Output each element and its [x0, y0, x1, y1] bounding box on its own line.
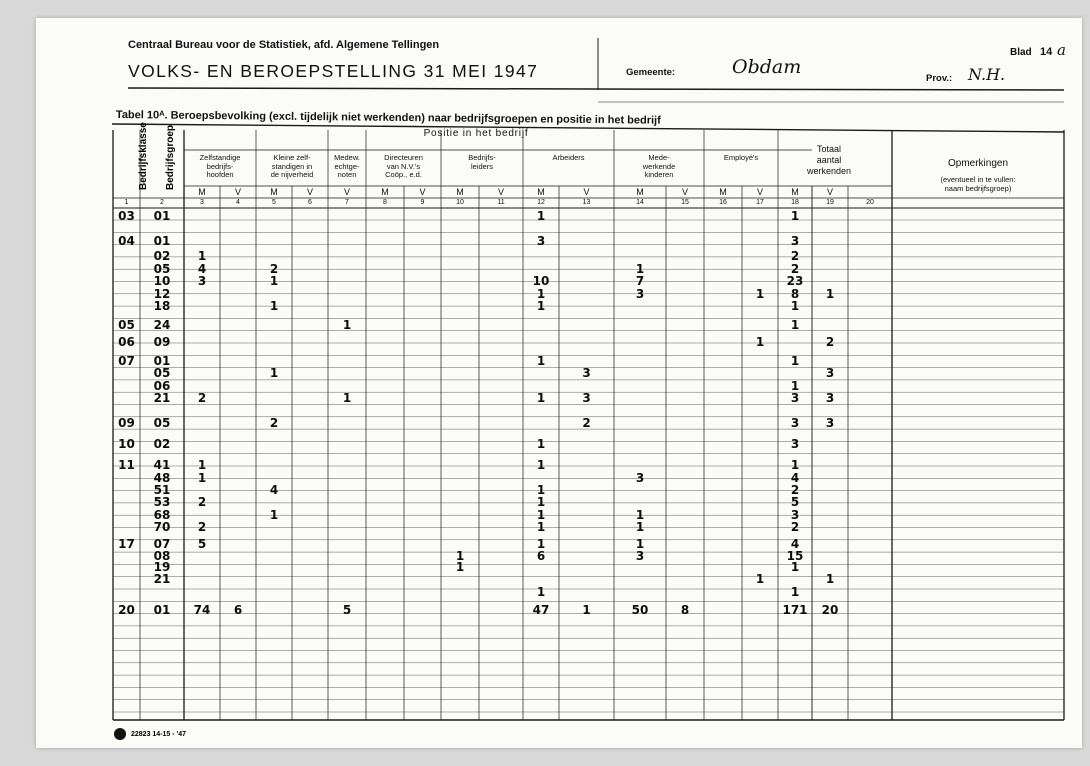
- table-grid: [36, 18, 1082, 748]
- bedrijfsgroep-cell: 19: [153, 560, 171, 574]
- bedrijfsgroep-cell: 70: [153, 520, 171, 534]
- column-number: 3: [200, 199, 204, 206]
- count-cell: 3: [197, 274, 207, 288]
- position-group-header: Zelfstandige bedrijfs- hoofden: [199, 153, 241, 179]
- count-cell: 2: [825, 335, 835, 349]
- bedrijfsgroep-cell: 07: [153, 537, 171, 551]
- count-cell: 1: [635, 262, 645, 276]
- bedrijfsgroep-cell: 02: [153, 249, 171, 263]
- column-number: 18: [791, 199, 799, 206]
- bedrijfsgroep-cell: 08: [153, 549, 171, 563]
- mv-header: V: [756, 187, 763, 197]
- count-cell: 1: [790, 299, 800, 313]
- positie-header: Positie in het bedrijf: [423, 128, 529, 139]
- count-cell: 3: [582, 391, 591, 405]
- count-cell: 1: [536, 495, 546, 509]
- bedrijfsgroep-cell: 24: [153, 318, 171, 332]
- count-cell: 1: [536, 354, 546, 368]
- mv-header: M: [636, 187, 644, 197]
- count-cell: 2: [790, 249, 800, 263]
- count-cell: 15: [786, 549, 804, 563]
- print-code: 22823 14-15 - '47: [131, 731, 186, 738]
- column-number: 17: [756, 199, 764, 206]
- count-cell: 1: [269, 274, 279, 288]
- count-cell: 2: [197, 520, 207, 534]
- position-group-header: Employé's: [723, 153, 759, 162]
- count-cell: 1: [635, 508, 645, 522]
- count-cell: 1: [536, 458, 546, 472]
- count-cell: 2: [790, 262, 800, 276]
- count-cell: 3: [790, 416, 800, 430]
- count-cell: 1: [790, 585, 800, 599]
- column-number: 1: [124, 199, 129, 206]
- count-cell: 4: [269, 483, 279, 497]
- column-number: 2: [160, 199, 164, 206]
- count-cell: 6: [233, 603, 243, 617]
- count-cell: 2: [197, 495, 207, 509]
- count-cell: 4: [197, 262, 207, 276]
- count-cell: 1: [269, 299, 279, 313]
- count-cell: 1: [790, 458, 800, 472]
- mv-header: V: [419, 187, 426, 197]
- mv-header: M: [719, 187, 727, 197]
- mv-header: M: [456, 187, 464, 197]
- position-group-header: Medew. echtge- noten: [334, 153, 360, 179]
- count-cell: 3: [536, 234, 546, 248]
- count-cell: 1: [536, 537, 546, 551]
- position-group-header: Arbeiders: [552, 153, 585, 162]
- count-cell: 1: [342, 318, 352, 332]
- count-cell: 1: [755, 287, 765, 301]
- count-cell: 1: [269, 508, 279, 522]
- count-cell: 2: [582, 416, 591, 430]
- count-cell: 4: [790, 471, 800, 485]
- bedrijfsklasse-cell: 04: [118, 234, 135, 248]
- count-cell: 3: [790, 391, 800, 405]
- count-cell: 1: [197, 471, 207, 485]
- count-cell: 171: [782, 603, 808, 617]
- prov-value[interactable]: N.H.: [968, 65, 1006, 84]
- bedrijfsgroep-cell: 51: [153, 483, 171, 497]
- column-number: 6: [308, 199, 312, 206]
- count-cell: 1: [197, 249, 207, 263]
- position-group-header: Directeuren van N.V.'s Coöp., e.d.: [384, 153, 423, 179]
- mv-header: V: [681, 187, 688, 197]
- column-number: 10: [456, 199, 464, 206]
- mv-header: V: [826, 187, 833, 197]
- count-cell: 1: [536, 391, 546, 405]
- bedrijfsgroep-cell: 12: [153, 287, 171, 301]
- bedrijfsgroep-cell: 18: [153, 299, 171, 313]
- bedrijfsgroep-cell: 02: [153, 437, 171, 451]
- count-cell: 3: [635, 471, 645, 485]
- count-cell: 3: [825, 416, 835, 430]
- totaal-header: Totaal aantal werkenden: [806, 144, 852, 176]
- count-cell: 2: [269, 262, 279, 276]
- census-form: [36, 18, 1082, 748]
- count-cell: 10: [532, 274, 550, 288]
- count-cell: 4: [790, 537, 800, 551]
- count-cell: 1: [790, 209, 800, 223]
- count-cell: 3: [635, 287, 645, 301]
- bedrijfsklasse-cell: 11: [118, 458, 135, 472]
- column-number: 4: [236, 199, 240, 206]
- count-cell: 1: [582, 603, 591, 617]
- bedrijfsgroep-cell: 01: [153, 603, 171, 617]
- count-cell: 1: [755, 572, 765, 586]
- bedrijfsgroep-cell: 68: [153, 508, 171, 522]
- bedrijfsgroep-cell: 10: [153, 274, 171, 288]
- count-cell: 3: [790, 437, 800, 451]
- bedrijfsgroep-header: Bedrijfsgroep: [165, 124, 176, 190]
- count-cell: 1: [825, 572, 835, 586]
- count-cell: 1: [197, 458, 207, 472]
- count-cell: 6: [536, 549, 546, 563]
- bedrijfsklasse-cell: 03: [118, 209, 135, 223]
- count-cell: 3: [790, 508, 800, 522]
- mv-header: V: [234, 187, 241, 197]
- prov-label: Prov.:: [926, 73, 953, 84]
- count-cell: 50: [631, 603, 649, 617]
- count-cell: 1: [635, 520, 645, 534]
- count-cell: 1: [536, 520, 546, 534]
- opmerkingen-subheader: (eventueel in te vullen: naam bedrijfsgroep): [940, 175, 1016, 193]
- count-cell: 8: [790, 287, 800, 301]
- bedrijfsgroep-cell: 21: [153, 391, 171, 405]
- count-cell: 1: [536, 209, 546, 223]
- count-cell: 1: [536, 299, 546, 313]
- count-cell: 3: [582, 366, 591, 380]
- count-cell: 47: [532, 603, 550, 617]
- count-cell: 7: [635, 274, 645, 288]
- bedrijfsklasse-cell: 20: [118, 603, 135, 617]
- mv-header: M: [270, 187, 278, 197]
- cbs-logo-icon: [114, 728, 126, 740]
- count-cell: 74: [193, 603, 211, 617]
- count-cell: 1: [635, 537, 645, 551]
- count-cell: 1: [536, 437, 546, 451]
- count-cell: 3: [825, 391, 835, 405]
- position-group-header: Kleine zelf- standigen in de nijverheid: [270, 153, 314, 179]
- count-cell: 5: [197, 537, 207, 551]
- count-cell: 1: [536, 483, 546, 497]
- count-cell: 1: [790, 354, 800, 368]
- count-cell: 3: [790, 234, 800, 248]
- count-cell: 23: [786, 274, 804, 288]
- bedrijfsgroep-cell: 05: [153, 262, 171, 276]
- count-cell: 2: [197, 391, 207, 405]
- mv-header: M: [791, 187, 799, 197]
- bedrijfsgroep-cell: 01: [153, 209, 171, 223]
- column-number: 13: [582, 199, 591, 206]
- bedrijfsgroep-cell: 06: [153, 379, 171, 393]
- bedrijfsgroep-cell: 01: [153, 234, 171, 248]
- count-cell: 1: [455, 549, 465, 563]
- column-number: 5: [272, 199, 276, 206]
- count-cell: 3: [825, 366, 835, 380]
- count-cell: 2: [269, 416, 279, 430]
- bedrijfsklasse-cell: 05: [118, 318, 135, 332]
- count-cell: 1: [269, 366, 279, 380]
- column-number: 14: [636, 199, 644, 206]
- count-cell: 5: [342, 603, 352, 617]
- blad-suffix: a: [1057, 41, 1066, 59]
- mv-header: M: [537, 187, 545, 197]
- table-title: Tabel 10ᴬ. Beroepsbevolking (excl. tijdelijk niet werkenden) naar bedrijfsgroepen en positie in het bedrijf: [115, 109, 661, 127]
- column-number: 8: [383, 199, 387, 206]
- count-cell: 2: [790, 520, 800, 534]
- count-cell: 1: [455, 560, 465, 574]
- bedrijfsgroep-cell: 48: [153, 471, 171, 485]
- gemeente-label: Gemeente:: [626, 67, 676, 78]
- form-title: VOLKS- EN BEROEPSTELLING 31 MEI 1947: [128, 61, 539, 81]
- count-cell: 8: [680, 603, 690, 617]
- header-rule: [128, 88, 1064, 90]
- position-group-header: Bedrijfs- leiders: [468, 153, 496, 171]
- mv-header: V: [306, 187, 313, 197]
- mv-header: M: [198, 187, 206, 197]
- column-number: 12: [537, 199, 545, 206]
- gemeente-value[interactable]: Obdam: [732, 56, 802, 78]
- column-number: 20: [866, 199, 874, 206]
- opmerkingen-header: Opmerkingen: [947, 158, 1009, 169]
- column-number: 16: [719, 199, 727, 206]
- bedrijfsklasse-cell: 06: [118, 335, 135, 349]
- bedrijfsgroep-cell: 05: [153, 366, 171, 380]
- count-cell: 5: [790, 495, 800, 509]
- mv-header: V: [343, 187, 350, 197]
- mv-header: M: [381, 187, 389, 197]
- bedrijfsklasse-cell: 07: [118, 354, 135, 368]
- bedrijfsgroep-cell: 41: [153, 458, 171, 472]
- mv-header: V: [497, 187, 504, 197]
- count-cell: 1: [536, 508, 546, 522]
- count-cell: 1: [755, 335, 765, 349]
- count-cell: 1: [790, 379, 800, 393]
- mv-header: V: [583, 187, 590, 197]
- bedrijfsklasse-cell: 10: [118, 437, 135, 451]
- count-cell: 1: [790, 560, 800, 574]
- column-number: 15: [681, 199, 689, 206]
- count-cell: 1: [536, 585, 546, 599]
- column-number: 11: [497, 199, 505, 206]
- count-cell: 1: [536, 287, 546, 301]
- count-cell: 2: [790, 483, 800, 497]
- bedrijfsgroep-cell: 01: [153, 354, 171, 368]
- position-group-header: Mede- werkende kinderen: [642, 153, 676, 179]
- column-number: 7: [345, 199, 349, 206]
- column-number: 19: [826, 199, 834, 206]
- column-number: 9: [420, 199, 425, 206]
- bedrijfsgroep-cell: 21: [153, 572, 171, 586]
- count-cell: 3: [635, 549, 645, 563]
- count-cell: 1: [790, 318, 800, 332]
- bedrijfsklasse-cell: 17: [118, 537, 135, 551]
- bedrijfsklasse-header: Bedrijfsklasse: [138, 122, 149, 190]
- bedrijfsgroep-cell: 09: [153, 335, 171, 349]
- count-cell: 20: [821, 603, 839, 617]
- blad-number: 14: [1040, 46, 1053, 58]
- agency-line: Centraal Bureau voor de Statistiek, afd. Algemene Tellingen: [128, 39, 440, 51]
- bedrijfsklasse-cell: 09: [118, 416, 135, 430]
- count-cell: 1: [342, 391, 352, 405]
- count-cell: 1: [825, 287, 835, 301]
- bedrijfsgroep-cell: 53: [153, 495, 171, 509]
- bedrijfsgroep-cell: 05: [153, 416, 171, 430]
- blad-label: Blad: [1010, 47, 1032, 58]
